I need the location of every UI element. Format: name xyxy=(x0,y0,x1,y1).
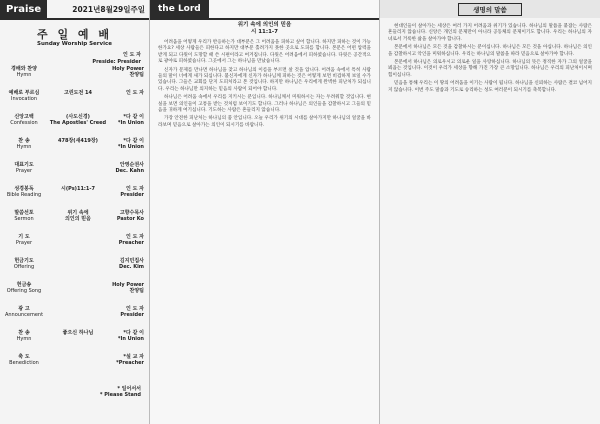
order-label-en: Benediction xyxy=(9,360,39,366)
life-header-title: 생명의 말씀 xyxy=(458,3,522,16)
paragraph: 현대인들이 살아가는 세상은 여러 가지 어려움과 위기가 있습니다. 하나님의 말씀을 붙잡는 사람은 흔들리지 않습니다. 신앙은 개인의 문제만이 아니라 공동체의 문제이기도 합니다. 우리는 하나님의 자녀로서 거룩한 삶을 살아가야 합니다. xyxy=(388,24,592,42)
order-detail-main: 478장(새419장) xyxy=(58,138,98,144)
order-leader-main: Holy Power 찬양팀 xyxy=(112,66,144,78)
paragraph: 하나님은 어려움 속에서 우리를 지키시는 분입니다. 하나님께서 미워하시는 자는 두려워할 것입니다. 현실을 보면 의인들이 고통을 받는 것처럼 보이기도 합니다. 그러나 하나님은 의인들을 감찰하시고 그들의 믿음을 귀하게 여기십니다. 기도하는 사람은 흔들리지 않습니다. xyxy=(158,95,371,114)
order-detail-main: 좋으신 하나님 xyxy=(62,330,94,336)
order-label xyxy=(3,306,45,318)
order-leader-sub: *In Union xyxy=(117,144,144,150)
order-label-ko: 헌금기도 xyxy=(14,258,34,264)
order-leader xyxy=(106,234,144,246)
order-label-ko: 성경봉독 xyxy=(14,186,34,192)
order-label-en: Confession xyxy=(10,120,38,126)
order-leader-sub: Dec. Kahn xyxy=(115,168,144,174)
order-label-en: Hymn xyxy=(16,336,32,342)
order-label-ko: 축 도 xyxy=(18,354,30,360)
order-detail xyxy=(47,186,109,192)
order-leader-main: 안영순권사 xyxy=(119,162,144,168)
order-detail-main: (사도신경) xyxy=(66,114,90,120)
order-leader xyxy=(106,162,144,174)
order-label-en: Offering xyxy=(13,264,35,270)
life-header xyxy=(380,0,600,18)
sermon-column xyxy=(150,0,380,424)
lord-header-title: the Lord xyxy=(150,0,209,18)
order-label xyxy=(3,354,45,366)
order-label xyxy=(3,66,45,78)
order-leader-main: 김지민집사 xyxy=(119,258,144,264)
service-subtitle: Sunday Worship Service xyxy=(37,41,112,47)
service-date: 2021년8월29일주일 xyxy=(72,4,145,14)
presider-label xyxy=(92,52,141,66)
order-label xyxy=(3,90,45,102)
order-leader-main: *다 같 이 xyxy=(123,114,144,120)
paragraph: 신자가 문제를 만나면 하나님을 찾고 하나님의 이름을 부르면 살 것을 압니다. 어려움 속에서 특히 사람들의 말이 너에게 새가 되십니다. 불신자에게 신자가 하나님께 피하는 것은 어떻게 보면 비겁하게 보일 수가 있습니다. 그들은 교회를 단지 도피처라고 본 것입니다. 하지만 하나님은 우리에게 완벽한 피난처가 되십니다. 우리는 하나님만 의지하는 믿음의 사람이 되어야 합니다. xyxy=(158,67,371,92)
order-label xyxy=(3,210,45,222)
order-leader xyxy=(106,354,144,366)
order-detail-main: 고린도전 14 xyxy=(63,90,93,96)
order-label xyxy=(3,282,45,294)
order-label-en: Hymn xyxy=(16,72,32,78)
order-leader xyxy=(106,138,144,150)
order-leader-main: Holy Power xyxy=(112,282,144,288)
order-detail-sub: 의인의 믿음 xyxy=(65,216,91,222)
order-leader-sub: *In Union xyxy=(117,120,144,126)
order-label-en: Bible Reading xyxy=(6,192,42,198)
order-leader xyxy=(106,90,144,96)
order-leader xyxy=(106,186,144,198)
order-label xyxy=(3,138,45,150)
order-label-ko: 경배와 찬양 xyxy=(11,66,37,72)
order-leader-main: 고향수목사 xyxy=(119,210,144,216)
order-label xyxy=(3,114,45,126)
order-label-en: Sermon xyxy=(14,216,34,222)
order-detail xyxy=(47,330,109,336)
stand-note xyxy=(100,386,141,398)
order-leader-main: *설 교 자 xyxy=(123,354,144,360)
order-label-ko: 찬 송 xyxy=(18,330,30,336)
stand-note-ko: * 일어서서 xyxy=(117,386,141,392)
order-label-en: Offering Song xyxy=(6,288,42,294)
order-leader-main: *다 같 이 xyxy=(123,330,144,336)
lord-header xyxy=(150,0,379,18)
order-label-ko: 헌금송 xyxy=(16,282,32,288)
order-detail-main: 시(Ps)11:1-7 xyxy=(61,186,95,192)
order-label-ko: 찬 송 xyxy=(18,138,30,144)
order-leader-sub: Presider xyxy=(120,192,144,198)
order-leader xyxy=(106,114,144,126)
order-label-en: Prayer xyxy=(15,240,33,246)
order-detail xyxy=(47,114,109,126)
order-leader-main: 인 도 자 xyxy=(126,306,144,312)
order-label-en: Invocation xyxy=(10,96,38,102)
order-label xyxy=(3,162,45,174)
life-body xyxy=(388,24,592,96)
order-leader-main: 인 도 자 xyxy=(126,90,144,96)
order-leader-sub: Dec. Kim xyxy=(119,264,144,270)
order-label-en: Prayer xyxy=(15,168,33,174)
order-label xyxy=(3,234,45,246)
order-detail xyxy=(47,138,109,144)
order-label-ko: 말씀선포 xyxy=(14,210,34,216)
order-detail-main: 위기 속에 xyxy=(67,210,89,216)
order-label-ko: 예배로 부르심 xyxy=(8,90,40,96)
order-leader-main: 인 도 자 xyxy=(126,234,144,240)
order-label xyxy=(3,258,45,270)
praise-column xyxy=(0,0,150,424)
order-leader-sub: Presider xyxy=(120,312,144,318)
order-detail-sub: The Apostles' Creed xyxy=(49,120,107,126)
order-label-ko: 신앙고백 xyxy=(14,114,34,120)
order-label xyxy=(3,186,45,198)
order-leader-sub: Pastor Ko xyxy=(116,216,144,222)
sermon-title: 위기 속에 의인의 믿음 xyxy=(237,22,292,28)
order-leader xyxy=(106,66,144,78)
order-detail xyxy=(47,90,109,96)
order-leader xyxy=(106,330,144,342)
presider-en: Preside: Presider xyxy=(92,59,141,65)
presider-ko: 인 도 자 xyxy=(123,52,141,58)
order-leader-sub: Preacher xyxy=(118,240,144,246)
order-leader xyxy=(106,210,144,222)
sermon-scripture: 시 11:1-7 xyxy=(250,29,279,35)
header-divider xyxy=(150,18,379,20)
praise-header xyxy=(0,0,149,18)
life-column xyxy=(380,0,600,424)
order-label xyxy=(3,330,45,342)
order-leader-sub: *Preacher xyxy=(116,360,144,366)
order-label-ko: 대표기도 xyxy=(14,162,34,168)
paragraph: 가장 안전한 피난처는 하나님의 품 안입니다. 오늘 우리가 위기의 시대를 살아가지만 하나님의 얼굴을 바라보며 믿음으로 살아가는 의인이 되시기를 바랍니다. xyxy=(158,116,371,128)
header-divider xyxy=(0,18,149,20)
paragraph: 어려움을 어떻게 우리가 반응하는가 대부분은 그 어려움을 피하고 싶어 합니다. 하지만 피하는 것이 가능한가요? 세상 사람들은 피한다고 하지만 대부분 홀려가지 못한 곳으로 도피를 합니다. 본문은 어떤 압력을 받게 되고 다윗이 도망할 때 쓴 시편이라고 여겨집니다. 다윗은 어려움에서 피하였습니다. 다윗은 공간적으로 광야로 피하였습니다. 그곳에서 그는 하나님을 만났습니다. xyxy=(158,40,371,65)
order-leader-sub: 찬양팀 xyxy=(129,288,144,294)
order-label-ko: 기 도 xyxy=(18,234,30,240)
order-label-en: Announcement xyxy=(4,312,44,318)
stand-note-en: * Please Stand xyxy=(99,392,141,398)
order-leader xyxy=(106,282,144,294)
paragraph: 본문에서 하나님은 의로우시고 의로운 일을 사랑하십니다. 하나님의 뜻은 정직한 자가 그의 얼굴을 뵈옵는 것입니다. 이것이 우리가 세상을 향해 가진 가장 큰 소망입니다. 하나님은 우리의 피난처이시며 힘이십니다. xyxy=(388,60,592,78)
order-leader xyxy=(106,258,144,270)
order-detail xyxy=(47,210,109,222)
order-leader-main: *다 같 이 xyxy=(123,138,144,144)
paragraph: 믿음을 통해 우리는 이 땅의 어려움을 이기는 사람이 됩니다. 하나님을 신뢰하는 사람은 결코 넘어지지 않습니다. 이번 주도 말씀과 기도로 승리하는 성도 여러분이 되시기를 축복합니다. xyxy=(388,81,592,93)
sermon-heading xyxy=(150,22,379,36)
order-leader-sub: *In Union xyxy=(117,336,144,342)
paragraph: 본문에서 하나님은 모든 것을 감찰하시는 분이십니다. 하나님은 모든 것을 아십니다. 하나님은 의인을 감찰하시고 악인을 미워하십니다. 우리는 하나님의 말씀을 따라 믿음으로 살아가야 합니다. xyxy=(388,45,592,57)
order-leader-main: 인 도 자 xyxy=(126,186,144,192)
praise-header-title: Praise xyxy=(0,0,47,18)
order-label-ko: 광 고 xyxy=(18,306,30,312)
order-leader xyxy=(106,306,144,318)
order-label-en: Hymn xyxy=(16,144,32,150)
sermon-body xyxy=(158,40,371,131)
service-title: 주 일 예 배 xyxy=(37,28,112,41)
